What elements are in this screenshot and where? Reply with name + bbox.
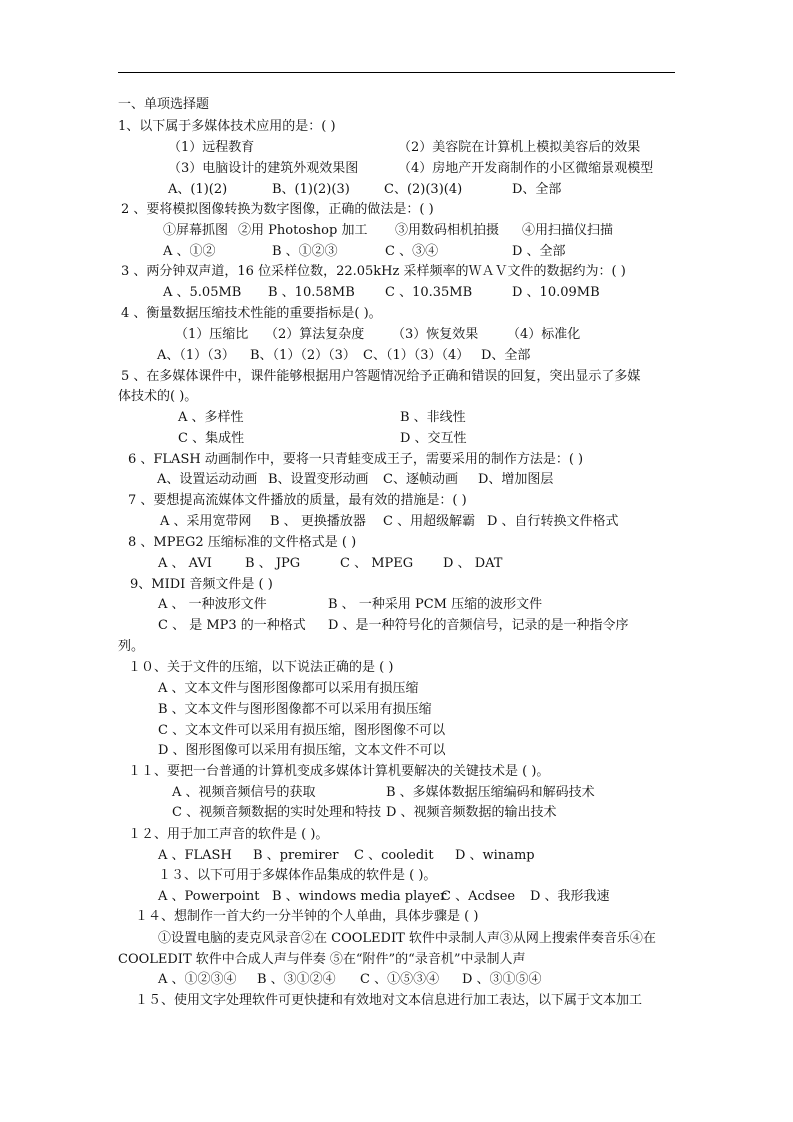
option-text: A 、FLASH	[158, 848, 232, 863]
text-line: 体技术的( )。	[118, 389, 198, 404]
option-text: B 、10.58MB	[268, 285, 355, 300]
option-text: B 、 JPG	[245, 556, 301, 571]
text-line: 7 、要想提高流媒体文件播放的质量，最有效的措施是：( )	[128, 493, 467, 508]
option-text: B、（1）（2）（3）	[250, 348, 356, 363]
option-text: D 、我形我速	[530, 889, 610, 904]
option-text: B 、premirer	[253, 848, 339, 863]
option-text: C 、①⑤③④	[360, 972, 440, 987]
option-text: （3）恢复效果	[392, 327, 479, 342]
text-line: 9、MIDI 音频文件是 ( )	[130, 577, 273, 592]
option-text: （1）压缩比	[175, 327, 249, 342]
option-text: （2）算法复杂度	[265, 327, 365, 342]
text-line: １５、使用文字处理软件可更快捷和有效地对文本信息进行加工表达，以下属于文本加工	[135, 993, 643, 1008]
option-text: A、设置运动动画	[157, 472, 258, 487]
option-text: A 、 一种波形文件	[158, 597, 267, 612]
option-text: D 、是一种符号化的音频信号，记录的是一种指令序	[328, 618, 629, 633]
option-text: C 、Acdsee	[441, 889, 516, 904]
option-text: A 、5.05MB	[163, 285, 242, 300]
text-line: C 、文本文件可以采用有损压缩，图形图像不可以	[158, 723, 446, 738]
option-text: ③用数码相机拍摄	[395, 223, 500, 238]
option-text: B 、①②③	[272, 244, 338, 259]
option-text: D、全部	[481, 348, 531, 363]
option-text: （4）房地产开发商制作的小区微缩景观模型	[398, 161, 654, 176]
option-text: D 、winamp	[455, 848, 535, 863]
option-text: C、（1）（3）（4）	[363, 348, 470, 363]
text-line: １２、用于加工声音的软件是 ( )。	[128, 827, 329, 842]
text-line: １４、想制作一首大约一分半钟的个人单曲，具体步骤是 ( )	[135, 909, 479, 924]
text-line: D 、图形图像可以采用有损压缩，文本文件不可以	[158, 743, 446, 758]
option-text: A 、 AVI	[158, 556, 212, 571]
option-text: D 、全部	[512, 244, 566, 259]
option-text: B、(1)(2)(3)	[272, 182, 350, 197]
text-line: １１、要把一台普通的计算机变成多媒体计算机要解决的关键技术是 ( )。	[128, 764, 550, 779]
option-text: ④用扫描仪扫描	[522, 223, 614, 238]
option-text: A、（1）（3）	[157, 348, 235, 363]
option-text: B 、windows media player	[272, 889, 447, 904]
option-text: B、设置变形动画	[268, 472, 369, 487]
text-line: 2 、要将模拟图像转换为数字图像，正确的做法是：( )	[121, 202, 434, 217]
option-text: A 、多样性	[178, 410, 244, 425]
option-text: ①屏幕抓图	[163, 223, 229, 238]
option-text: A 、Powerpoint	[158, 889, 260, 904]
option-text: C 、cooledit	[354, 848, 434, 863]
option-text: B 、非线性	[400, 410, 466, 425]
text-line: 8 、MPEG2 压缩标准的文件格式是 ( )	[128, 535, 357, 550]
option-text: C 、视频音频数据的实时处理和特技	[172, 805, 382, 820]
option-text: D 、 DAT	[443, 556, 503, 571]
option-text: A 、①②③④	[158, 972, 237, 987]
option-text: A 、视频音频信号的获取	[172, 785, 316, 800]
text-line: 3 、两分钟双声道，16 位采样位数，22.05kHz 采样频率的ＷＡＶ文件的数据约为：( )	[121, 264, 626, 279]
text-line: ①设置电脑的麦克风录音②在 COOLEDIT 软件中录制人声③从网上搜索伴奏音乐④在	[158, 931, 656, 946]
option-text: B 、多媒体数据压缩编码和解码技术	[386, 785, 595, 800]
option-text: C、(2)(3)(4)	[384, 182, 463, 197]
text-line: 4 、衡量数据压缩技术性能的重要指标是( )。	[121, 306, 382, 321]
option-text: B 、 一种采用 PCM 压缩的波形文件	[328, 597, 543, 612]
option-text: C、逐帧动画	[383, 472, 458, 487]
option-text: （1）远程教育	[168, 140, 255, 155]
option-text: D 、③①⑤④	[462, 972, 542, 987]
text-line: 6 、FLASH 动画制作中，要将一只青蛙变成王子，需要采用的制作方法是：( )	[128, 452, 584, 467]
header-rule	[118, 72, 675, 73]
option-text: （2）美容院在计算机上模拟美容后的效果	[398, 140, 641, 155]
option-text: C 、10.35MB	[385, 285, 473, 300]
text-line: B 、文本文件与图形图像都不可以采用有损压缩	[158, 702, 432, 717]
option-text: （3）电脑设计的建筑外观效果图	[168, 161, 359, 176]
option-text: ②用 Photoshop 加工	[238, 223, 368, 238]
section-title: 一、单项选择题	[118, 97, 210, 112]
option-text: D、增加图层	[478, 472, 554, 487]
option-text: B 、③①②④	[257, 972, 336, 987]
option-text: C 、 MPEG	[340, 556, 414, 571]
text-line: A 、文本文件与图形图像都可以采用有损压缩	[158, 681, 419, 696]
option-text: D 、视频音频数据的输出技术	[386, 805, 557, 820]
option-text: D、全部	[512, 182, 562, 197]
text-line: 5 、在多媒体课件中，课件能够根据用户答题情况给予正确和错误的回复，突出显示了多媒	[121, 369, 641, 384]
option-text: A 、①②	[163, 244, 216, 259]
option-text: A、(1)(2)	[168, 182, 228, 197]
option-text: C 、③④	[385, 244, 439, 259]
text-line: 列。	[118, 639, 145, 654]
option-text: D 、自行转换文件格式	[487, 514, 619, 529]
text-line: 1、以下属于多媒体技术应用的是：( )	[118, 119, 336, 134]
option-text: A 、采用宽带网	[160, 514, 252, 529]
option-text: D 、10.09MB	[512, 285, 600, 300]
option-text: C 、用超级解霸	[383, 514, 476, 529]
text-line: １０、关于文件的压缩，以下说法正确的是 ( )	[128, 660, 394, 675]
option-text: C 、 是 MP3 的一种格式	[158, 618, 306, 633]
option-text: B 、 更换播放器	[270, 514, 366, 529]
text-line: COOLEDIT 软件中合成人声与伴奏 ⑤在“附件”的“录音机”中录制人声	[118, 952, 526, 967]
option-text: （4）标准化	[507, 327, 581, 342]
option-text: D 、交互性	[400, 431, 467, 446]
text-line: １３、以下可用于多媒体作品集成的软件是 ( )。	[158, 868, 437, 883]
option-text: C 、集成性	[178, 431, 245, 446]
